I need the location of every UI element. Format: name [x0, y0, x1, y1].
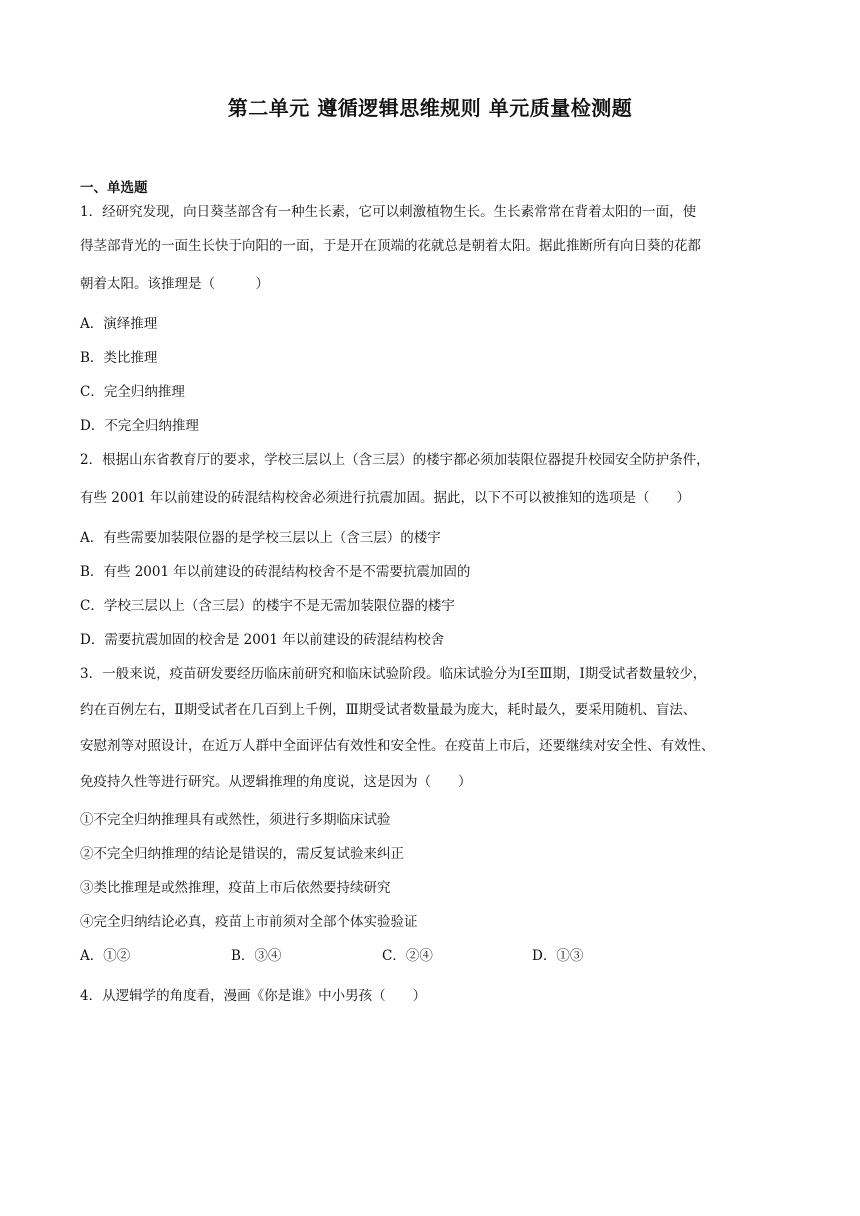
- q3-option-c: C．②④: [382, 948, 433, 964]
- q2-option-d: D．需要抗震加固的校舍是 2001 年以前建设的砖混结构校舍: [80, 632, 445, 648]
- q3-stem-line-2: 约在百例左右，Ⅱ期受试者在几百到上千例，Ⅲ期受试者数量最为庞大，耗时最久，要采用随机、盲法、: [80, 702, 697, 718]
- q1-stem-line-3: 朝着太阳。该推理是（ ）: [80, 276, 269, 292]
- q2-option-a: A．有些需要加装限位器的是学校三层以上（含三层）的楼宇: [80, 530, 441, 546]
- section-heading: 一、单选题: [80, 180, 148, 196]
- q1-stem-line-2: 得茎部背光的一面生长快于向阳的一面，于是开在顶端的花就总是朝着太阳。据此推断所有向日葵的花都: [80, 238, 701, 254]
- q1-stem-line-1: 1．经研究发现，向日葵茎部含有一种生长素，它可以刺激植物生长。生长素常常在背着太阳的一面，使: [80, 204, 697, 220]
- q3-statement-4: ④完全归纳结论必真，疫苗上市前须对全部个体实验验证: [80, 914, 418, 930]
- q2-stem-line-1: 2．根据山东省教育厅的要求，学校三层以上（含三层）的楼宇都必须加装限位器提升校园安全防护条件，: [80, 452, 710, 468]
- page-title: 第二单元 遵循逻辑思维规则 单元质量检测题: [227, 96, 633, 120]
- q3-stem-line-4: 免疫持久性等进行研究。从逻辑推理的角度说，这是因为（ ）: [80, 774, 472, 790]
- q3-option-d: D．①③: [532, 948, 584, 964]
- q3-stem-line-1: 3．一般来说，疫苗研发要经历临床前研究和临床试验阶段。临床试验分为Ⅰ至Ⅲ期，Ⅰ期受试者数量较少，: [80, 666, 707, 682]
- q1-option-c: C．完全归纳推理: [80, 384, 185, 400]
- q2-stem-line-2: 有些 2001 年以前建设的砖混结构校舍必须进行抗震加固。据此，以下不可以被推知的选项是（ ）: [80, 490, 690, 506]
- q3-statement-3: ③类比推理是或然推理，疫苗上市后依然要持续研究: [80, 880, 391, 896]
- q3-statement-2: ②不完全归纳推理的结论是错误的，需反复试验来纠正: [80, 846, 404, 862]
- q1-option-a: A．演绎推理: [80, 316, 158, 332]
- q3-stem-line-3: 安慰剂等对照设计，在近万人群中全面评估有效性和安全性。在疫苗上市后，还要继续对安全性、有效性、: [80, 738, 715, 754]
- q2-option-b: B．有些 2001 年以前建设的砖混结构校舍不是不需要抗震加固的: [80, 564, 471, 580]
- q3-statement-1: ①不完全归纳推理具有或然性，须进行多期临床试验: [80, 812, 391, 828]
- q4-stem-line-1: 4．从逻辑学的角度看，漫画《你是谁》中小男孩（ ）: [80, 988, 427, 1004]
- q1-option-b: B．类比推理: [80, 350, 158, 366]
- q1-option-d: D．不完全归纳推理: [80, 418, 199, 434]
- q2-option-c: C．学校三层以上（含三层）的楼宇不是无需加装限位器的楼宇: [80, 598, 455, 614]
- q3-option-a: A．①②: [80, 948, 131, 964]
- q3-option-b: B．③④: [231, 948, 282, 964]
